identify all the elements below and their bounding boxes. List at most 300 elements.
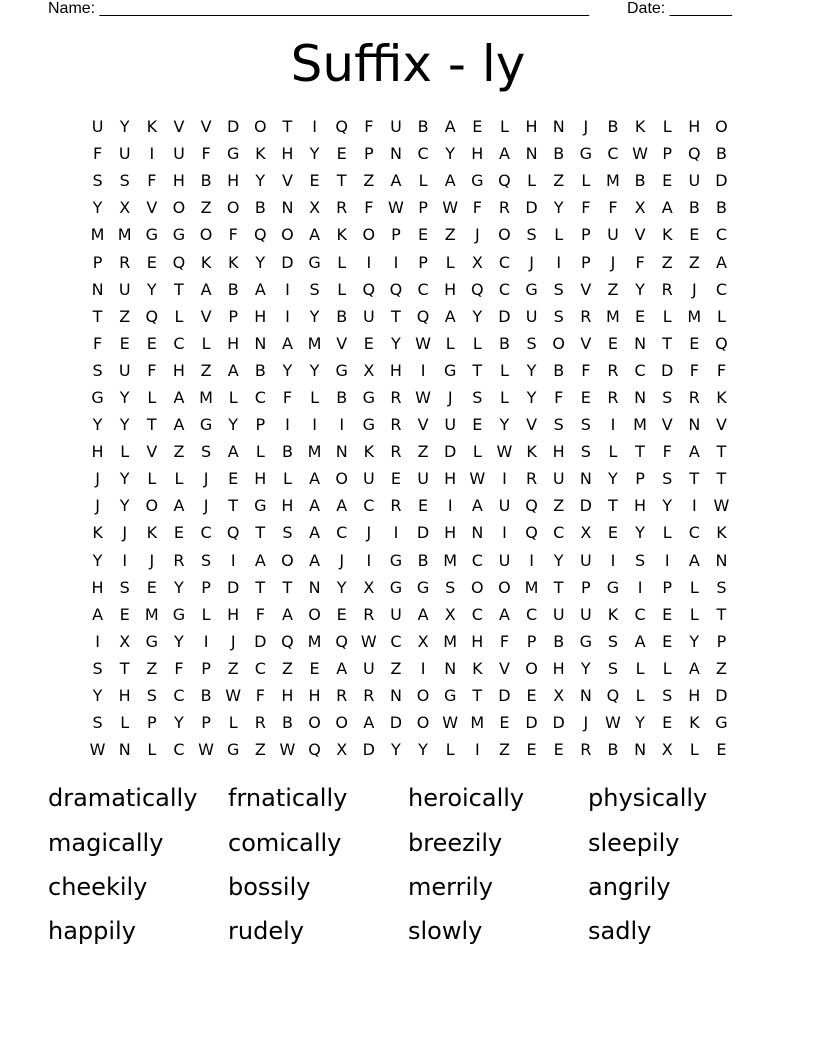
- grid-letter[interactable]: F: [147, 360, 157, 380]
- grid-letter[interactable]: L: [418, 171, 428, 191]
- grid-letter[interactable]: O: [226, 198, 240, 218]
- grid-letter[interactable]: V: [417, 415, 429, 435]
- grid-letter[interactable]: L: [310, 387, 320, 407]
- grid-letter[interactable]: P: [201, 577, 211, 597]
- grid-letter[interactable]: L: [120, 442, 130, 462]
- grid-letter[interactable]: C: [634, 360, 646, 380]
- grid-letter[interactable]: S: [662, 387, 673, 407]
- grid-letter[interactable]: I: [610, 550, 616, 570]
- grid-letter[interactable]: O: [416, 686, 430, 706]
- grid-letter[interactable]: S: [92, 658, 103, 678]
- grid-letter[interactable]: I: [502, 469, 507, 489]
- grid-letter[interactable]: H: [634, 496, 647, 516]
- grid-letter[interactable]: F: [581, 360, 591, 380]
- grid-letter[interactable]: E: [689, 225, 700, 245]
- grid-letter[interactable]: H: [254, 469, 267, 489]
- grid-letter[interactable]: T: [553, 577, 564, 597]
- grid-letter[interactable]: K: [227, 252, 239, 272]
- grid-letter[interactable]: D: [715, 171, 728, 191]
- grid-letter[interactable]: O: [715, 117, 728, 137]
- grid-letter[interactable]: T: [472, 360, 483, 380]
- grid-letter[interactable]: I: [285, 415, 290, 435]
- grid-letter[interactable]: T: [255, 577, 266, 597]
- grid-letter[interactable]: D: [362, 740, 375, 760]
- grid-letter[interactable]: S: [282, 523, 293, 543]
- grid-letter[interactable]: A: [92, 604, 104, 624]
- grid-letter[interactable]: I: [691, 496, 697, 516]
- grid-letter[interactable]: G: [308, 252, 321, 272]
- grid-letter[interactable]: G: [579, 144, 593, 164]
- grid-letter[interactable]: U: [498, 496, 511, 516]
- grid-letter[interactable]: Y: [689, 631, 700, 651]
- grid-letter[interactable]: H: [91, 577, 104, 597]
- grid-letter[interactable]: D: [552, 713, 565, 733]
- grid-letter[interactable]: M: [470, 713, 485, 733]
- grid-letter[interactable]: L: [445, 252, 455, 272]
- grid-letter[interactable]: V: [146, 442, 158, 462]
- grid-letter[interactable]: S: [92, 171, 103, 191]
- grid-letter[interactable]: Q: [335, 631, 348, 651]
- grid-letter[interactable]: J: [583, 713, 589, 733]
- grid-letter[interactable]: T: [282, 577, 293, 597]
- grid-letter[interactable]: Z: [173, 442, 185, 462]
- grid-letter[interactable]: O: [362, 225, 376, 245]
- grid-letter[interactable]: J: [149, 550, 155, 570]
- grid-letter[interactable]: N: [444, 658, 457, 678]
- grid-letter[interactable]: A: [661, 198, 673, 218]
- grid-letter[interactable]: L: [716, 306, 726, 326]
- grid-letter[interactable]: A: [498, 144, 510, 164]
- grid-letter[interactable]: I: [339, 415, 345, 435]
- grid-letter[interactable]: B: [336, 306, 348, 326]
- grid-letter[interactable]: B: [553, 360, 565, 380]
- grid-letter[interactable]: I: [285, 279, 290, 299]
- grid-letter[interactable]: W: [415, 387, 431, 407]
- grid-letter[interactable]: Q: [226, 523, 240, 543]
- grid-letter[interactable]: G: [362, 415, 376, 435]
- grid-letter[interactable]: Q: [335, 117, 348, 137]
- grid-letter[interactable]: T: [336, 171, 347, 191]
- grid-letter[interactable]: K: [200, 252, 212, 272]
- grid-letter[interactable]: S: [634, 550, 646, 570]
- grid-letter[interactable]: K: [607, 604, 619, 624]
- grid-letter[interactable]: A: [309, 496, 321, 516]
- grid-letter[interactable]: N: [634, 740, 647, 760]
- grid-letter[interactable]: Z: [200, 198, 212, 218]
- grid-letter[interactable]: J: [203, 496, 209, 516]
- grid-letter[interactable]: G: [226, 740, 240, 760]
- grid-letter[interactable]: B: [553, 631, 565, 651]
- grid-letter[interactable]: L: [228, 713, 238, 733]
- grid-letter[interactable]: P: [580, 252, 591, 272]
- grid-letter[interactable]: Y: [635, 713, 645, 733]
- grid-letter[interactable]: G: [416, 577, 430, 597]
- grid-letter[interactable]: E: [119, 333, 130, 353]
- grid-letter[interactable]: G: [172, 225, 186, 245]
- grid-letter[interactable]: S: [580, 442, 591, 462]
- grid-letter[interactable]: B: [417, 117, 429, 137]
- grid-letter[interactable]: I: [447, 496, 453, 516]
- grid-letter[interactable]: K: [634, 117, 646, 137]
- grid-letter[interactable]: Q: [498, 171, 511, 191]
- grid-letter[interactable]: S: [146, 686, 157, 706]
- grid-letter[interactable]: C: [471, 550, 483, 570]
- grid-letter[interactable]: Y: [92, 198, 103, 218]
- grid-letter[interactable]: A: [498, 604, 510, 624]
- grid-letter[interactable]: L: [120, 713, 130, 733]
- grid-letter[interactable]: F: [364, 117, 374, 137]
- grid-letter[interactable]: E: [363, 333, 374, 353]
- grid-letter[interactable]: A: [254, 279, 266, 299]
- grid-letter[interactable]: Y: [119, 496, 130, 516]
- grid-letter[interactable]: Y: [635, 279, 645, 299]
- grid-letter[interactable]: F: [174, 658, 184, 678]
- grid-letter[interactable]: V: [715, 415, 727, 435]
- grid-letter[interactable]: N: [471, 523, 484, 543]
- grid-letter[interactable]: E: [336, 604, 347, 624]
- grid-letter[interactable]: Z: [363, 171, 375, 191]
- grid-letter[interactable]: L: [527, 171, 537, 191]
- grid-letter[interactable]: Y: [119, 387, 130, 407]
- grid-letter[interactable]: V: [146, 198, 158, 218]
- grid-letter[interactable]: T: [472, 686, 483, 706]
- grid-letter[interactable]: H: [444, 279, 457, 299]
- grid-letter[interactable]: I: [637, 577, 643, 597]
- grid-letter[interactable]: D: [281, 252, 294, 272]
- grid-letter[interactable]: P: [201, 713, 211, 733]
- grid-letter[interactable]: A: [444, 117, 456, 137]
- grid-letter[interactable]: W: [279, 740, 296, 760]
- grid-letter[interactable]: N: [389, 686, 402, 706]
- grid-letter[interactable]: R: [390, 387, 402, 407]
- grid-letter[interactable]: L: [174, 306, 184, 326]
- grid-letter[interactable]: K: [92, 523, 103, 543]
- grid-letter[interactable]: F: [92, 333, 103, 353]
- grid-letter[interactable]: F: [201, 144, 211, 164]
- grid-letter[interactable]: A: [634, 631, 646, 651]
- grid-letter[interactable]: O: [498, 577, 511, 597]
- grid-letter[interactable]: T: [282, 117, 293, 137]
- grid-letter[interactable]: G: [145, 631, 159, 651]
- grid-letter[interactable]: E: [662, 604, 673, 624]
- grid-letter[interactable]: Z: [553, 496, 565, 516]
- grid-letter[interactable]: M: [606, 306, 620, 326]
- grid-letter[interactable]: Y: [228, 415, 239, 435]
- grid-letter[interactable]: C: [607, 144, 619, 164]
- grid-letter[interactable]: N: [335, 442, 348, 462]
- grid-letter[interactable]: N: [579, 469, 592, 489]
- grid-letter[interactable]: E: [309, 171, 320, 191]
- grid-letter[interactable]: X: [661, 740, 673, 760]
- grid-letter[interactable]: N: [715, 550, 728, 570]
- grid-letter[interactable]: R: [173, 550, 185, 570]
- grid-letter[interactable]: D: [389, 713, 403, 733]
- grid-letter[interactable]: Y: [255, 252, 266, 272]
- grid-letter[interactable]: P: [580, 577, 591, 597]
- grid-letter[interactable]: W: [605, 713, 621, 733]
- grid-letter[interactable]: D: [444, 442, 457, 462]
- grid-letter[interactable]: Y: [119, 415, 130, 435]
- grid-letter[interactable]: U: [417, 469, 429, 489]
- grid-letter[interactable]: P: [662, 577, 673, 597]
- grid-letter[interactable]: L: [662, 523, 672, 543]
- grid-letter[interactable]: T: [174, 279, 184, 299]
- grid-letter[interactable]: B: [281, 442, 293, 462]
- grid-letter[interactable]: E: [716, 740, 727, 760]
- grid-letter[interactable]: I: [420, 658, 426, 678]
- grid-letter[interactable]: I: [366, 550, 372, 570]
- grid-letter[interactable]: Y: [391, 740, 401, 760]
- grid-letter[interactable]: Y: [418, 740, 428, 760]
- grid-letter[interactable]: R: [661, 279, 673, 299]
- grid-letter[interactable]: G: [389, 577, 403, 597]
- grid-letter[interactable]: R: [336, 686, 348, 706]
- grid-letter[interactable]: F: [147, 171, 157, 191]
- grid-letter[interactable]: M: [307, 333, 322, 353]
- grid-letter[interactable]: A: [715, 252, 727, 272]
- grid-letter[interactable]: S: [92, 713, 103, 733]
- grid-letter[interactable]: Q: [525, 496, 538, 516]
- grid-letter[interactable]: L: [147, 469, 157, 489]
- grid-letter[interactable]: K: [336, 225, 347, 245]
- grid-letter[interactable]: Q: [715, 333, 728, 353]
- grid-letter[interactable]: W: [415, 333, 431, 353]
- grid-letter[interactable]: E: [689, 333, 700, 353]
- grid-letter[interactable]: C: [525, 604, 538, 624]
- grid-letter[interactable]: K: [716, 523, 727, 543]
- grid-letter[interactable]: O: [498, 225, 511, 245]
- grid-letter[interactable]: P: [228, 306, 239, 326]
- grid-letter[interactable]: G: [145, 225, 159, 245]
- grid-letter[interactable]: G: [199, 415, 213, 435]
- grid-letter[interactable]: V: [173, 117, 185, 137]
- grid-letter[interactable]: U: [118, 279, 131, 299]
- grid-letter[interactable]: H: [281, 496, 294, 516]
- grid-letter[interactable]: A: [173, 415, 185, 435]
- grid-letter[interactable]: R: [580, 740, 592, 760]
- grid-letter[interactable]: U: [91, 117, 104, 137]
- grid-letter[interactable]: J: [339, 550, 345, 570]
- grid-letter[interactable]: S: [526, 333, 537, 353]
- grid-letter[interactable]: B: [281, 713, 293, 733]
- grid-letter[interactable]: F: [228, 225, 238, 245]
- grid-letter[interactable]: A: [688, 658, 700, 678]
- grid-letter[interactable]: Y: [92, 686, 103, 706]
- grid-letter[interactable]: J: [203, 469, 209, 489]
- grid-letter[interactable]: I: [474, 740, 480, 760]
- grid-letter[interactable]: H: [172, 171, 185, 191]
- grid-letter[interactable]: P: [526, 631, 537, 651]
- grid-letter[interactable]: T: [689, 469, 700, 489]
- grid-letter[interactable]: B: [634, 171, 646, 191]
- grid-letter[interactable]: X: [119, 631, 131, 651]
- grid-letter[interactable]: Q: [172, 252, 186, 272]
- grid-letter[interactable]: Y: [553, 198, 564, 218]
- grid-letter[interactable]: H: [227, 333, 240, 353]
- grid-letter[interactable]: A: [281, 604, 293, 624]
- grid-letter[interactable]: C: [363, 496, 375, 516]
- grid-letter[interactable]: C: [715, 279, 728, 299]
- grid-letter[interactable]: T: [228, 496, 239, 516]
- grid-letter[interactable]: E: [607, 523, 618, 543]
- grid-letter[interactable]: T: [119, 658, 130, 678]
- grid-letter[interactable]: L: [662, 658, 672, 678]
- grid-letter[interactable]: Y: [635, 523, 645, 543]
- grid-letter[interactable]: K: [255, 144, 266, 164]
- grid-letter[interactable]: O: [254, 117, 267, 137]
- grid-letter[interactable]: C: [173, 686, 185, 706]
- grid-letter[interactable]: A: [444, 171, 456, 191]
- grid-letter[interactable]: R: [580, 306, 592, 326]
- grid-letter[interactable]: C: [336, 523, 348, 543]
- grid-letter[interactable]: A: [227, 360, 239, 380]
- grid-letter[interactable]: I: [203, 631, 209, 651]
- grid-letter[interactable]: J: [366, 523, 372, 543]
- grid-letter[interactable]: Y: [472, 306, 483, 326]
- grid-letter[interactable]: B: [336, 387, 348, 407]
- grid-letter[interactable]: P: [255, 415, 266, 435]
- grid-letter[interactable]: A: [444, 306, 456, 326]
- grid-letter[interactable]: U: [118, 360, 131, 380]
- grid-letter[interactable]: Y: [526, 360, 537, 380]
- grid-letter[interactable]: H: [471, 631, 484, 651]
- grid-letter[interactable]: L: [472, 333, 482, 353]
- grid-letter[interactable]: R: [607, 387, 619, 407]
- grid-letter[interactable]: R: [119, 252, 131, 272]
- grid-letter[interactable]: I: [366, 252, 372, 272]
- grid-letter[interactable]: V: [526, 415, 538, 435]
- grid-letter[interactable]: Q: [389, 279, 403, 299]
- grid-letter[interactable]: C: [688, 523, 700, 543]
- grid-letter[interactable]: J: [529, 252, 534, 272]
- name-field-label[interactable]: Name: _______________________________________________________: [48, 0, 589, 17]
- grid-letter[interactable]: O: [308, 604, 321, 624]
- grid-letter[interactable]: M: [117, 225, 132, 245]
- grid-letter[interactable]: R: [390, 415, 402, 435]
- grid-letter[interactable]: Y: [119, 469, 130, 489]
- grid-letter[interactable]: L: [554, 225, 564, 245]
- grid-letter[interactable]: X: [444, 604, 456, 624]
- grid-letter[interactable]: E: [635, 306, 646, 326]
- grid-letter[interactable]: I: [312, 117, 317, 137]
- grid-letter[interactable]: I: [393, 252, 399, 272]
- grid-letter[interactable]: Z: [146, 658, 158, 678]
- grid-letter[interactable]: N: [688, 415, 701, 435]
- grid-letter[interactable]: M: [606, 171, 620, 191]
- grid-letter[interactable]: L: [228, 387, 238, 407]
- grid-letter[interactable]: A: [227, 442, 239, 462]
- grid-letter[interactable]: Y: [119, 117, 130, 137]
- grid-letter[interactable]: N: [525, 144, 538, 164]
- grid-letter[interactable]: P: [635, 469, 645, 489]
- grid-letter[interactable]: B: [200, 686, 212, 706]
- grid-letter[interactable]: I: [502, 523, 507, 543]
- grid-letter[interactable]: O: [416, 713, 430, 733]
- grid-letter[interactable]: I: [149, 144, 155, 164]
- grid-letter[interactable]: E: [309, 658, 320, 678]
- grid-letter[interactable]: E: [228, 469, 239, 489]
- grid-letter[interactable]: N: [118, 740, 131, 760]
- grid-letter[interactable]: I: [420, 360, 426, 380]
- grid-letter[interactable]: F: [716, 360, 727, 380]
- grid-letter[interactable]: E: [553, 740, 564, 760]
- grid-letter[interactable]: E: [662, 713, 673, 733]
- grid-letter[interactable]: F: [662, 442, 672, 462]
- grid-letter[interactable]: H: [389, 360, 402, 380]
- grid-letter[interactable]: T: [716, 442, 727, 462]
- grid-letter[interactable]: L: [445, 740, 455, 760]
- grid-letter[interactable]: R: [390, 496, 402, 516]
- grid-letter[interactable]: A: [309, 225, 321, 245]
- grid-letter[interactable]: F: [255, 604, 265, 624]
- grid-letter[interactable]: R: [390, 442, 402, 462]
- grid-letter[interactable]: E: [607, 333, 618, 353]
- grid-letter[interactable]: V: [200, 117, 212, 137]
- grid-letter[interactable]: L: [662, 117, 672, 137]
- grid-letter[interactable]: F: [255, 686, 265, 706]
- grid-letter[interactable]: G: [579, 631, 593, 651]
- grid-letter[interactable]: Q: [525, 523, 538, 543]
- grid-letter[interactable]: L: [689, 604, 699, 624]
- grid-letter[interactable]: E: [580, 387, 591, 407]
- grid-letter[interactable]: R: [498, 198, 510, 218]
- grid-letter[interactable]: T: [391, 306, 401, 326]
- grid-letter[interactable]: Z: [200, 360, 212, 380]
- grid-letter[interactable]: E: [173, 523, 184, 543]
- grid-letter[interactable]: S: [580, 415, 591, 435]
- grid-letter[interactable]: C: [498, 252, 511, 272]
- grid-letter[interactable]: I: [312, 415, 317, 435]
- grid-letter[interactable]: T: [716, 604, 727, 624]
- grid-letter[interactable]: U: [498, 550, 511, 570]
- grid-letter[interactable]: I: [285, 306, 290, 326]
- grid-letter[interactable]: Y: [174, 631, 184, 651]
- grid-letter[interactable]: U: [552, 604, 565, 624]
- grid-letter[interactable]: M: [199, 387, 213, 407]
- grid-letter[interactable]: I: [122, 550, 128, 570]
- grid-letter[interactable]: Q: [688, 144, 701, 164]
- grid-letter[interactable]: N: [552, 117, 565, 137]
- grid-letter[interactable]: Z: [688, 252, 700, 272]
- grid-letter[interactable]: L: [201, 333, 211, 353]
- grid-letter[interactable]: H: [227, 604, 240, 624]
- grid-letter[interactable]: O: [172, 198, 186, 218]
- grid-letter[interactable]: X: [309, 198, 321, 218]
- grid-letter[interactable]: U: [362, 306, 375, 326]
- grid-letter[interactable]: V: [200, 306, 212, 326]
- grid-letter[interactable]: Y: [174, 577, 184, 597]
- grid-letter[interactable]: Y: [146, 279, 157, 299]
- grid-letter[interactable]: N: [91, 279, 104, 299]
- grid-letter[interactable]: M: [90, 225, 105, 245]
- grid-letter[interactable]: O: [199, 225, 213, 245]
- grid-letter[interactable]: L: [147, 740, 157, 760]
- grid-letter[interactable]: J: [122, 523, 128, 543]
- date-field-label[interactable]: Date: _______: [627, 0, 732, 17]
- grid-letter[interactable]: Z: [607, 279, 619, 299]
- grid-letter[interactable]: L: [472, 442, 482, 462]
- grid-letter[interactable]: X: [634, 198, 646, 218]
- grid-letter[interactable]: G: [335, 360, 348, 380]
- grid-letter[interactable]: S: [553, 306, 564, 326]
- grid-letter[interactable]: J: [691, 279, 697, 299]
- grid-letter[interactable]: G: [389, 550, 403, 570]
- grid-letter[interactable]: H: [688, 117, 701, 137]
- grid-letter[interactable]: L: [147, 387, 157, 407]
- grid-letter[interactable]: A: [471, 496, 483, 516]
- grid-letter[interactable]: H: [281, 144, 294, 164]
- grid-letter[interactable]: W: [496, 442, 513, 462]
